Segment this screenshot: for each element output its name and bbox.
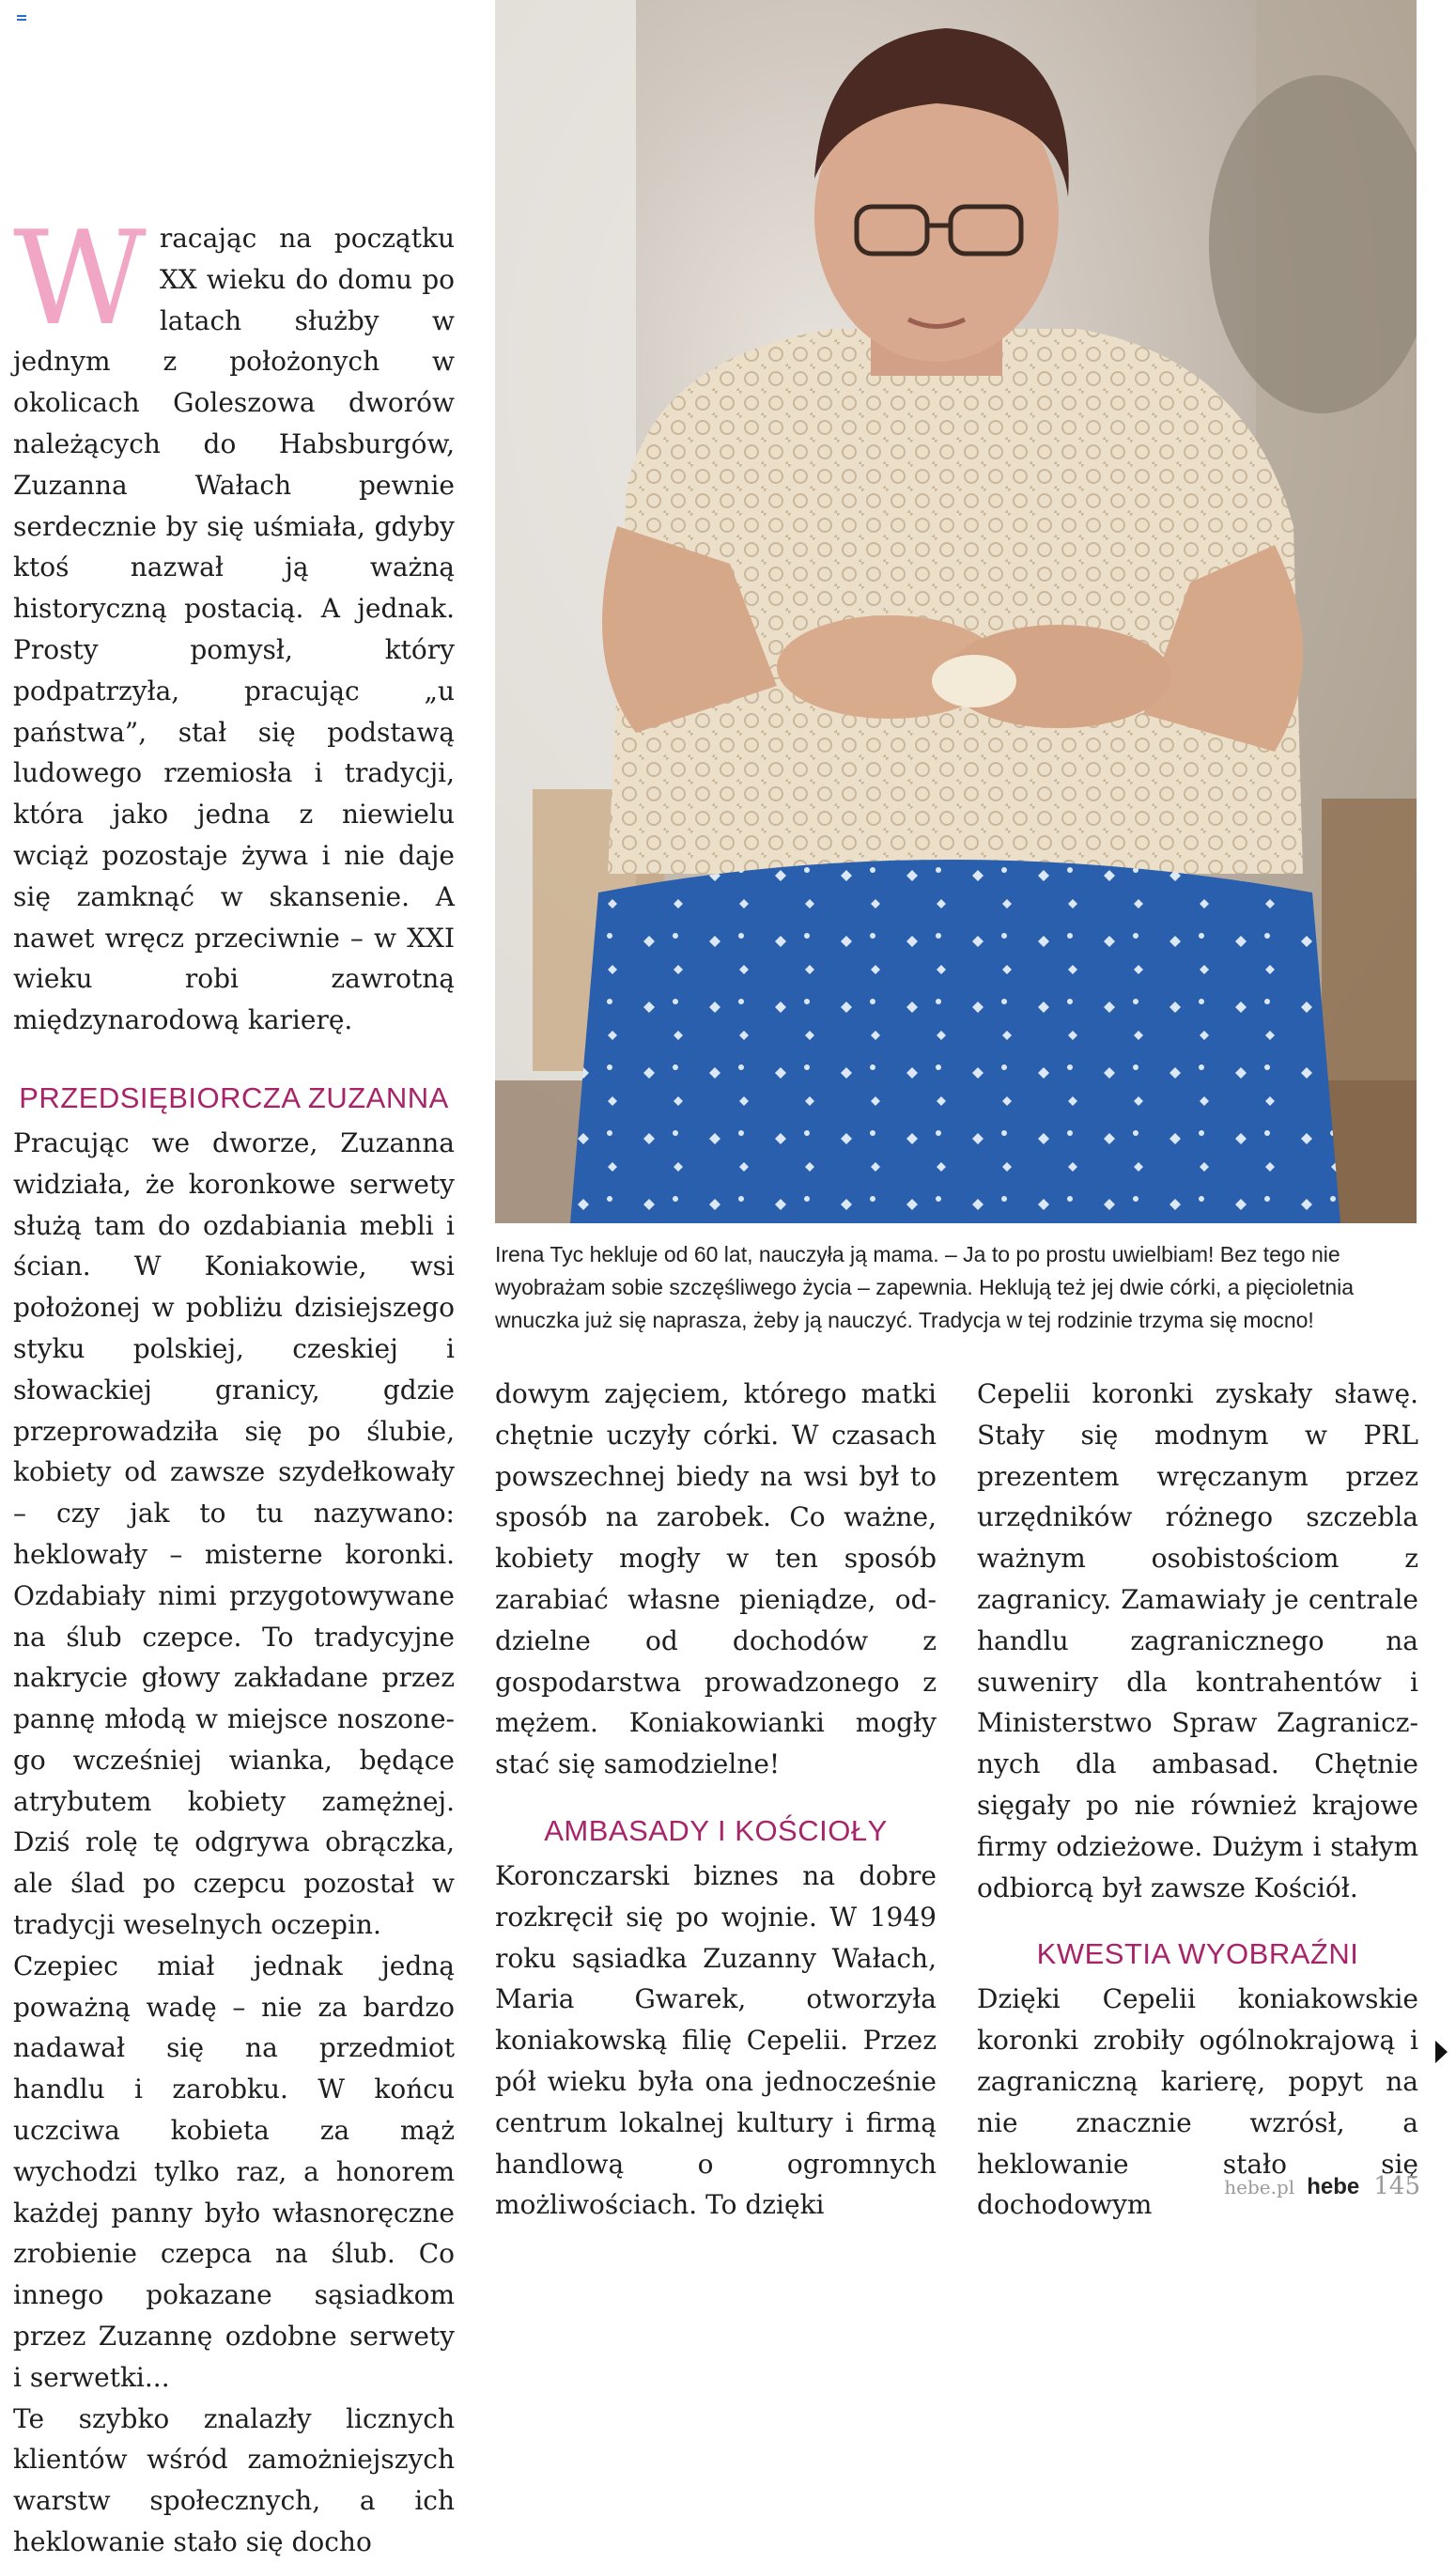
intro-paragraph (13, 203, 455, 1041)
section-heading-ambasady: AMBASADY I KOŚCIOŁY (544, 1813, 888, 1847)
footer-site: hebe.pl (1224, 2176, 1295, 2198)
drop-cap: W (13, 203, 147, 354)
article-column-right (977, 1374, 1418, 2226)
intro-text: racając na początku XX wieku do domu po latach służby w jednym z położonych w okolicach Goleszowa dworów należących do Habsburgów, Zuzanna Wałach pewnie serdecznie by się uśmiała, gdyby ktoś nazwał ją ważną historyczną postacią. A jednak. Prosty pomysł, który podpatrzyła, pracując „u państwa”, stał się podstawą ludowego rzemiosła i tradycji, która jako jedna z niewielu wciąż pozostaje żywa i nie daje się zamknąć w skansenie. A nawet wręcz przeciwnie – w XXI wieku robi zawrotną międzynarodową karierę. (13, 223, 455, 1036)
body-paragraph: dowym zajęciem, którego matki chętnie uczyły córki. W czasach powszechnej biedy na wsi był to sposób na zarobek. Co ważne, kobiety mogły w ten sposób zarabiać własne pieniądze, oddzielne od dochodów z gospodarstwa prowadzonego z mężem. Koniakowianki mogły stać się samodzielne! (495, 1378, 937, 1780)
photo-caption: Irena Tyc hekluje od 60 lat, nauczyła ją mama. – Ja to po prostu uwielbiam! Bez tego nie wyobrażam sobie szczęśliwego życia – zapewnia. Heklują też jej dwie córki, a pięcioletnia wnuczka już się naprasza, żeby ją nauczyć. Tradycja w tej rodzinie trzyma się mocno! (495, 1242, 1355, 1332)
menu-icon[interactable] (17, 15, 26, 23)
section-heading-przedsiebiorcza: PRZEDSIĘBIORCZA ZUZANNA (19, 1080, 449, 1114)
section-heading-kwestia: KWESTIA WYOBRAŹNI (1036, 1937, 1359, 1971)
body-paragraph: Czepiec miał jednak jedną poważną wadę – nie za bardzo nadawał się na przedmiot handlu i zarobku. W końcu uczciwa kobieta za mąż wychodzi tylko raz, a honorem każdej panny było własnoręczne zrobienie czepca na ślub. Co innego pokazane sąsiadkom przez Zuzannę ozdobne serwety i serwetki... (13, 1949, 455, 2393)
body-paragraph: Dzięki Cepelii koniakowskie koronki zrobiły ogólnokrajową i zagraniczną karierę, popyt na nie znacznie wzrósł, a heklowanie stało się dochodowym (977, 1983, 1418, 2221)
body-paragraph: Pracując we dworze, Zuzanna widziała, że koronkowe serwety służą tam do ozdabiania mebli i ścian. W Koniakowie, wsi położonej w pobliżu dzisiejszego styku polskiej, czeskiej i słowackiej granicy, gdzie przeprowadziła się po ślubie, kobiety od zawsze szydełkowały – czy jak to tu nazywano: heklowały – misterne koronki. Ozdabiały nimi przygotowywane na ślub czepce. To tradycyjne nakrycie głowy zakładane przez pannę młodą w miejsce noszonego wcześniej wianka, będące atrybutem kobiety zamężnej. Dziś rolę tę odgrywa obrączka, ale ślad po czepcu pozostał w tradycji weselnych oczepin. (13, 1126, 455, 1941)
next-page-arrow-icon[interactable] (1435, 2041, 1448, 2063)
page-number: 145 (1373, 2172, 1420, 2200)
body-paragraph: Te szybko znalazły licznych klientów wśród zamożniejszych warstw społecznych, a ich heklowanie stało się docho (13, 2402, 455, 2558)
body-paragraph: Koronczarski biznes na dobre rozkręcił się po wojnie. W 1949 roku sąsiadka Zuzanny Wałach, Maria Gwarek, otworzyła koniakowską filię Cepelii. Przez pół wieku była ona jednocześnie centrum lokalnej kultury i firmą handlową o ogromnych możliwościach. To dzięki (495, 1859, 937, 2221)
body-paragraph: Cepelii koronki zyskały sławę. Stały się modnym w PRL prezentem wręczanym przez urzędników różnego szczebla ważnym osobistościom z zagranicy. Zamawiały je centrale handlu zagranicznego na suweniry dla kontrahentów i Ministerstwo Spraw Zagranicznych dla ambasad. Chętnie sięgały po nie również krajowe firmy odzieżowe. Dużym i stałym odbiorcą był zawsze Kościół. (977, 1378, 1418, 1903)
article-column-middle (495, 1374, 937, 2226)
article-photo (495, 0, 1417, 1223)
page-footer (1224, 2172, 1420, 2200)
article-column-left (13, 203, 455, 2563)
footer-brand-logo: hebe (1307, 2174, 1360, 2199)
